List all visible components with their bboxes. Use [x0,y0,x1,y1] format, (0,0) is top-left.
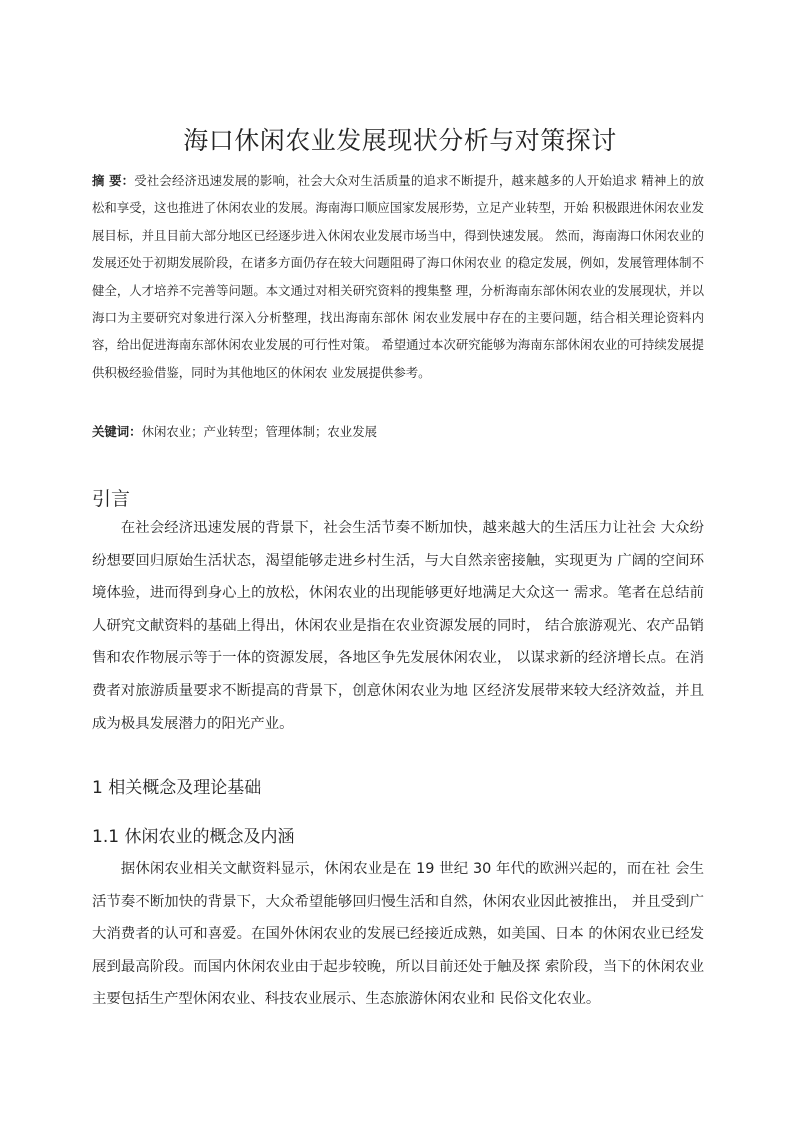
keywords-text: 休闲农业；产业转型；管理体制；农业发展 [141,424,377,439]
paper-title: 海口休闲农业发展现状分析与对策探讨 [183,126,617,155]
keywords [92,420,704,444]
intro-paragraph: 在社会经济迅速发展的背景下，社会生活节奏不断加快，越来越大的生活压力让社会 大众纷纷想要回归原始生活状态，渴望能够走进乡村生活，与大自然亲密接触，实现更为 广阔的空间环境体验，进而得到身心上的放松，休闲农业的出现能够更好地满足大众这一 需求。笔者在总结前人研究文献资料的基础上得出，休闲农业是指在农业资源发展的同时， 结合旅游观光、农产品销售和农作物展示等于一体的资源发展，各地区争先发展休闲农业， 以谋求新的经济增长点。在消费者对旅游质量要求不断提高的背景下，创意休闲农业为地 区经济发展带来较大经济效益，并且成为极具发展潜力的阳光产业。 [92,520,704,732]
abstract-label: 摘 要： [92,173,135,188]
section-1-1-heading: 1.1 休闲农业的概念及内涵 [92,827,295,847]
abstract-text: 受社会经济迅速发展的影响，社会大众对生活质量的追求不断提升，越来越多的人开始追求 精神上的放松和享受，这也推进了休闲农业的发展。海南海口顺应国家发展形势，立足产业转型，开始 积极跟进休闲农业发展目标，并且目前大部分地区已经逐步进入休闲农业发展市场当中，得到快速发展。 然而，海南海口休闲农业的发展还处于初期发展阶段，在诸多方面仍存在较大问题阻碍了海口休闲农业 的稳定发展，例如，发展管理体制不健全，人才培养不完善等问题。本文通过对相关研究资料的搜集整 理，分析海南东部休闲农业的发展现状，并以海口为主要研究对象进行深入分析整理，找出海南东部休 闲农业发展中存在的主要问题，结合相关理论资料内容，给出促进海南东部休闲农业发展的可行性对策。 希望通过本次研究能够为海南东部休闲农业的可持续发展提供积极经验借鉴，同时为其他地区的休闲农 业发展提供参考。 [92,173,704,380]
intro-heading: 引言 [92,488,131,510]
section-1-heading: 1 相关概念及理论基础 [92,778,262,798]
keywords-label: 关键词： [92,424,142,439]
section-1-1-paragraph: 据休闲农业相关文献资料显示，休闲农业是在 19 世纪 30 年代的欧洲兴起的，而在社 会生活节奏不断加快的背景下，大众希望能够回归慢生活和自然，休闲农业因此被推出， 并且受到广大消费者的认可和喜爱。在国外休闲农业的发展已经接近成熟，如美国、日本 的休闲农业已经发展到最高阶段。而国内休闲农业由于起步较晚，所以目前还处于触及探 索阶段，当下的休闲农业主要包括生产型休闲农业、科技农业展示、生态旅游休闲农业和 民俗文化农业。 [92,861,704,1008]
abstract [92,167,704,386]
